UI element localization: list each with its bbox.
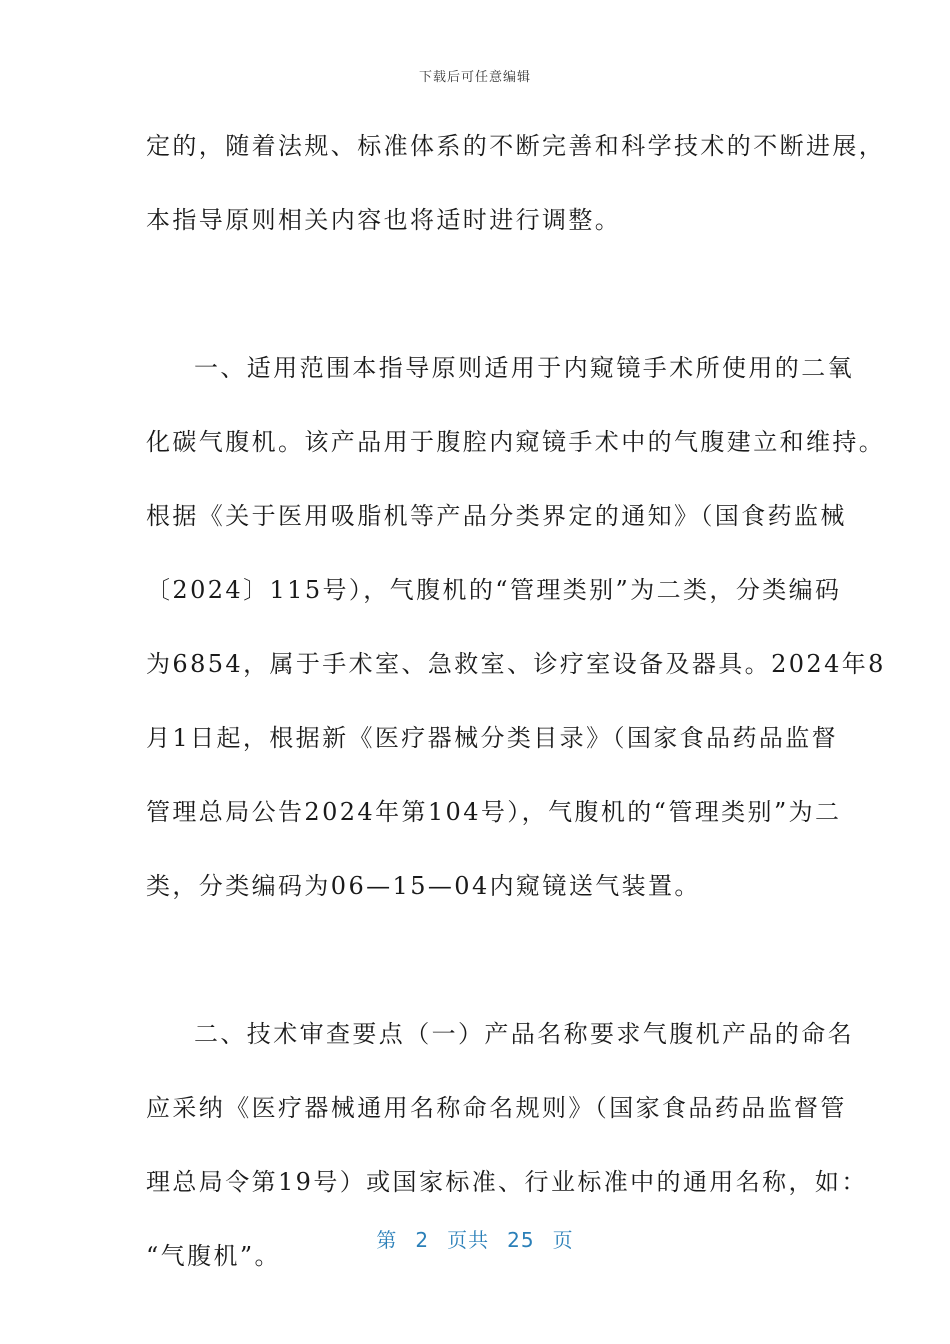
footer-suffix: 页 <box>552 1228 574 1252</box>
body-line: 为6854，属于手术室、急救室、诊疗室设备及器具。2024年8 <box>146 650 886 678</box>
body-line: “气腹机”。 <box>146 1242 281 1270</box>
body-line: 应采纳《医疗器械通用名称命名规则》（国家食品药品监督管 <box>146 1094 847 1122</box>
body-line: 根据《关于医用吸脂机等产品分类界定的通知》（国食药监械 <box>146 502 847 530</box>
footer-prefix: 第 <box>376 1228 398 1252</box>
section-heading-line: 二、技术审查要点（一）产品名称要求气腹机产品的命名 <box>194 1020 854 1048</box>
body-line: 本指导原则相关内容也将适时进行调整。 <box>146 206 622 234</box>
document-body <box>146 116 886 1300</box>
body-line: 类，分类编码为06—15—04内窥镜送气装置。 <box>146 872 701 900</box>
page-number-footer <box>0 1224 950 1253</box>
footer-middle: 页共 <box>447 1228 490 1252</box>
body-line: 理总局令第19号）或国家标准、行业标准中的通用名称，如： <box>146 1168 868 1196</box>
body-line: 定的，随着法规、标准体系的不断完善和科学技术的不断进展， <box>146 132 886 160</box>
section-heading-line: 一、适用范围本指导原则适用于内窥镜手术所使用的二氧 <box>194 354 854 382</box>
body-line: 月1日起，根据新《医疗器械分类目录》（国家食品药品监督 <box>146 724 839 752</box>
body-line: 管理总局公告2024年第104号），气腹机的“管理类别”为二 <box>146 798 842 826</box>
paragraph-gap <box>146 264 818 338</box>
body-line: 化碳气腹机。该产品用于腹腔内窥镜手术中的气腹建立和维持。 <box>146 428 886 456</box>
current-page-number: 2 <box>415 1228 430 1252</box>
body-line: 〔2024〕115号），气腹机的“管理类别”为二类，分类编码 <box>146 576 842 604</box>
total-pages-number: 25 <box>507 1228 535 1252</box>
paragraph-gap <box>146 930 818 1004</box>
header-note: 下载后可任意编辑 <box>418 70 531 85</box>
